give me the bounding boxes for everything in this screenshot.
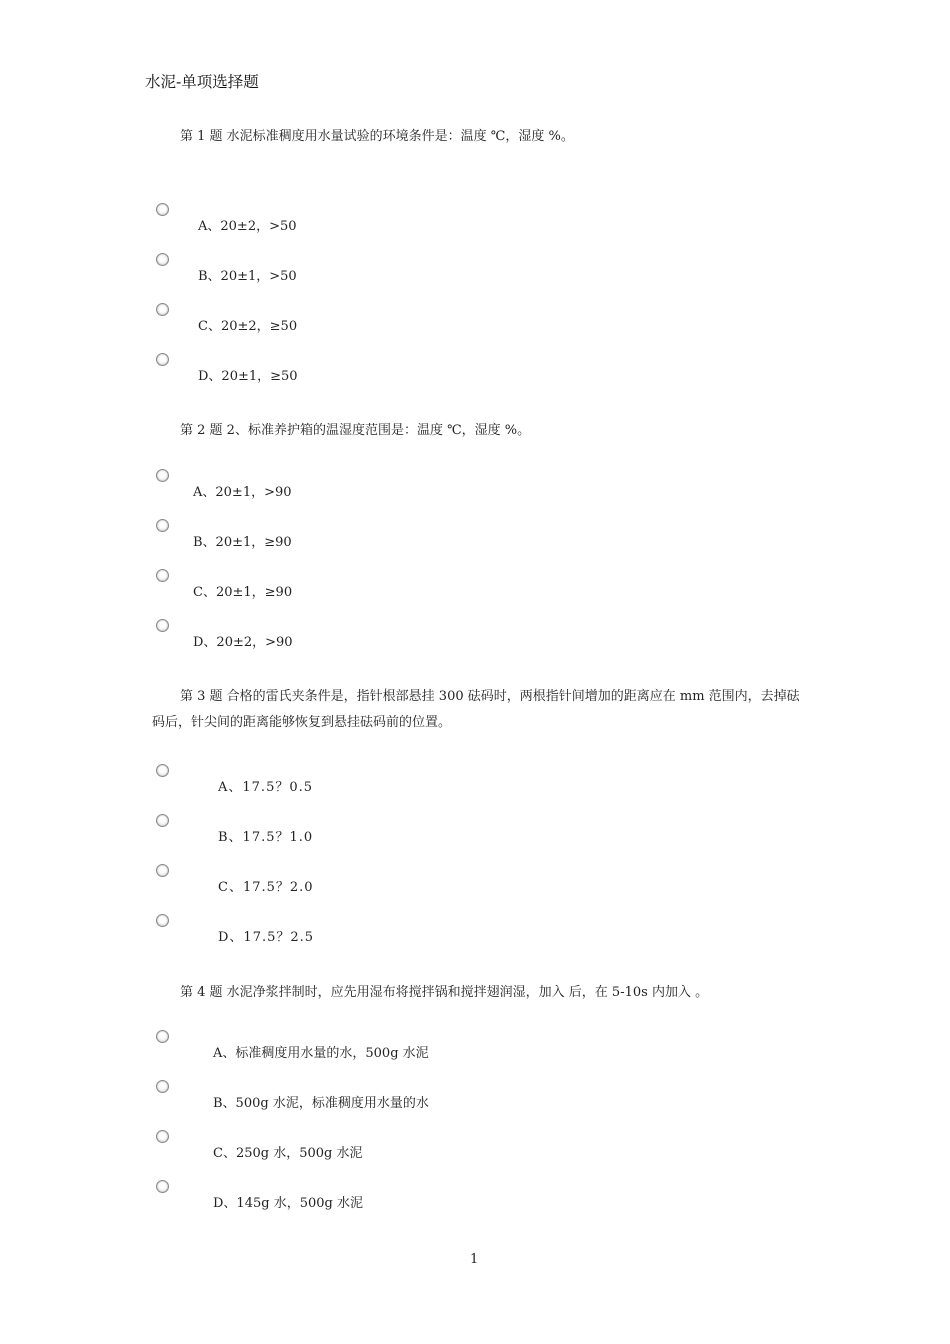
question-4-option-d[interactable] (156, 1180, 556, 1214)
radio-button-icon[interactable] (156, 253, 169, 266)
option-label: D、20±1，≥50 (198, 369, 298, 384)
option-label: C、20±2，≥50 (198, 319, 298, 334)
question-4-option-c[interactable] (156, 1130, 556, 1164)
question-3-option-c[interactable] (156, 864, 556, 898)
option-label: B、20±1，>50 (198, 269, 297, 284)
question-2-option-c[interactable] (156, 569, 556, 603)
radio-button-icon[interactable] (156, 519, 169, 532)
option-label: A、标准稠度用水量的水，500g 水泥 (213, 1046, 429, 1061)
radio-button-icon[interactable] (156, 1180, 169, 1193)
radio-button-icon[interactable] (156, 1030, 169, 1043)
radio-button-icon[interactable] (156, 764, 169, 777)
document-title: 水泥-单项选择题 (145, 73, 259, 91)
option-label: C、20±1，≥90 (193, 585, 293, 600)
radio-button-icon[interactable] (156, 569, 169, 582)
question-3-option-b[interactable] (156, 814, 556, 848)
radio-button-icon[interactable] (156, 1130, 169, 1143)
question-3-option-d[interactable] (156, 914, 556, 948)
radio-button-icon[interactable] (156, 814, 169, 827)
option-label: C、17.5？2.0 (218, 880, 314, 895)
option-label: D、20±2，>90 (193, 635, 293, 650)
option-label: B、500g 水泥，标准稠度用水量的水 (213, 1096, 429, 1111)
option-label: A、20±2，>50 (198, 219, 297, 234)
question-3-option-a[interactable] (156, 764, 556, 798)
question-3-text: 第 3 题 合格的雷氏夹条件是，指针根部悬挂 300 砝码时，两根指针间增加的距离应在 mm 范围内，去掉砝码后，针尖间的距离能够恢复到悬挂砝码前的位置。 (152, 689, 800, 730)
option-label: B、17.5？1.0 (218, 830, 314, 845)
question-1-option-c[interactable] (156, 303, 556, 337)
option-label: C、250g 水，500g 水泥 (213, 1146, 363, 1161)
question-2-text: 第 2 题 2、标准养护箱的温湿度范围是：温度 ℃，湿度 %。 (180, 423, 531, 438)
question-4-option-a[interactable] (156, 1030, 556, 1064)
option-label: D、17.5？2.5 (218, 930, 315, 945)
radio-button-icon[interactable] (156, 914, 169, 927)
option-label: D、145g 水，500g 水泥 (213, 1196, 363, 1211)
question-1-text: 第 1 题 水泥标准稠度用水量试验的环境条件是：温度 ℃，湿度 %。 (180, 129, 574, 144)
option-label: A、17.5？0.5 (218, 780, 314, 795)
radio-button-icon[interactable] (156, 353, 169, 366)
radio-button-icon[interactable] (156, 1080, 169, 1093)
question-1-option-a[interactable] (156, 203, 556, 237)
radio-button-icon[interactable] (156, 203, 169, 216)
question-4-text: 第 4 题 水泥净浆拌制时，应先用湿布将搅拌锅和搅拌翅润湿，加入 后，在 5-10s 内加入 。 (180, 985, 709, 1000)
question-2-option-b[interactable] (156, 519, 556, 553)
option-label: A、20±1，>90 (193, 485, 292, 500)
question-1-option-d[interactable] (156, 353, 556, 387)
radio-button-icon[interactable] (156, 864, 169, 877)
question-4-option-b[interactable] (156, 1080, 556, 1114)
option-label: B、20±1，≥90 (193, 535, 292, 550)
radio-button-icon[interactable] (156, 619, 169, 632)
question-2-option-a[interactable] (156, 469, 556, 503)
radio-button-icon[interactable] (156, 303, 169, 316)
question-1-option-b[interactable] (156, 253, 556, 287)
radio-button-icon[interactable] (156, 469, 169, 482)
question-2-option-d[interactable] (156, 619, 556, 653)
page-number: 1 (470, 1252, 479, 1267)
